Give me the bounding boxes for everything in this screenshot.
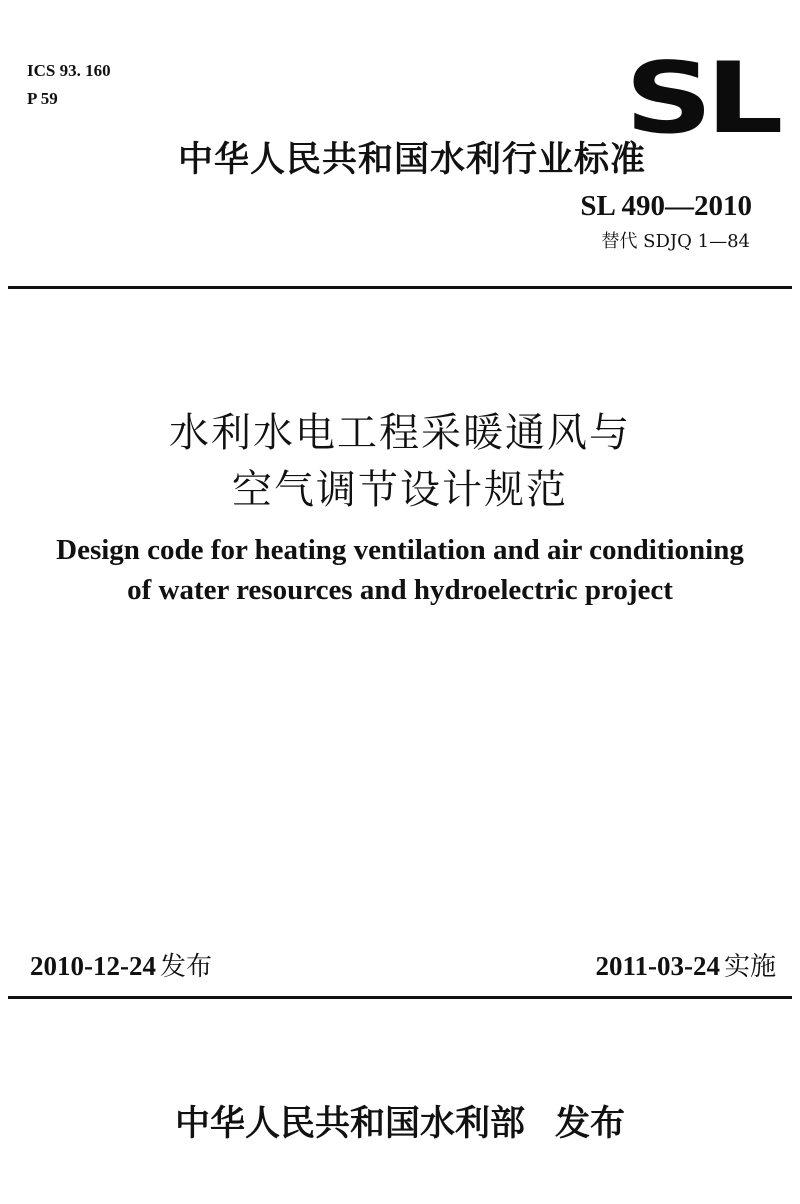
title-cn-line1: 水利水电工程采暖通风与	[169, 410, 631, 456]
standard-code: SL 490—2010	[580, 190, 752, 222]
sl-logo: SL	[624, 42, 776, 156]
bottom-divider	[8, 996, 792, 999]
industry-standard-heading: 中华人民共和国水利行业标准	[178, 140, 647, 180]
title-en-line2: of water resources and hydroelectric project	[127, 574, 673, 606]
effective-date-value: 2011-03-24	[595, 951, 720, 981]
title-en-line1: Design code for heating ventilation and air conditioning	[56, 534, 744, 566]
issuer-action: 发布	[555, 1104, 626, 1144]
top-divider	[8, 286, 792, 289]
effective-date-label: 实施	[723, 952, 776, 982]
issuer-name: 中华人民共和国水利部	[174, 1104, 525, 1144]
title-cn-line2: 空气调节设计规范	[232, 467, 568, 513]
category-code: P 59	[27, 89, 58, 108]
issue-date-value: 2010-12-24	[30, 951, 156, 981]
classification-block	[27, 57, 111, 113]
effective-date	[595, 948, 776, 985]
ics-code: ICS 93. 160	[27, 61, 111, 80]
issue-date	[30, 948, 212, 985]
replaces-note: 替代 SDJQ 1—84	[601, 231, 750, 252]
issue-date-label: 发布	[159, 952, 212, 982]
issuer-line	[0, 1101, 800, 1147]
